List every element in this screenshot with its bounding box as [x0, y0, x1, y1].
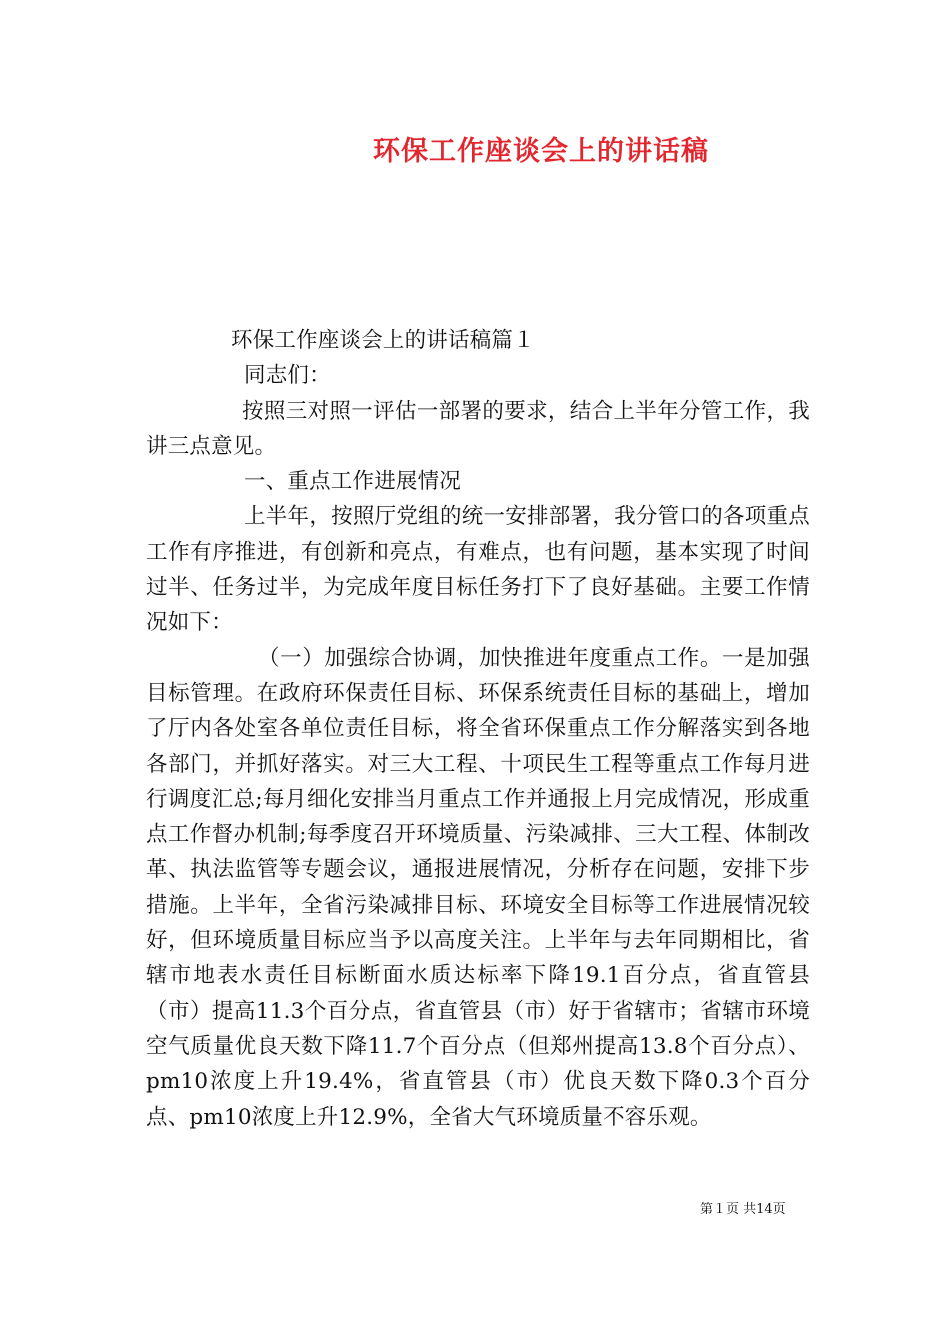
paragraph-intro: 按照三对照一评估一部署的要求，结合上半年分管工作，我讲三点意见。: [146, 398, 810, 459]
section-heading: 一、重点工作进展情况: [244, 469, 462, 495]
document-body: [146, 323, 810, 1135]
greeting: 同志们：: [244, 363, 331, 389]
document-title: 环保工作座谈会上的讲话稿: [373, 136, 709, 167]
paragraph-progress: 上半年，按照厅党组的统一安排部署，我分管口的各项重点工作有序推进，有创新和亮点，有难点，也有问题，基本实现了时间过半、任务过半，为完成年度目标任务打下了良好基础。主要工作情况如下：: [146, 504, 810, 636]
page-number: 第１页 共14页: [700, 1202, 786, 1217]
section-subtitle: 环保工作座谈会上的讲话稿篇１: [231, 328, 535, 353]
paragraph-coordination: （一）加强综合协调，加快推进年度重点工作。一是加强目标管理。在政府环保责任目标、环保系统责任目标的基础上，增加了厅内各处室各单位责任目标，将全省环保重点工作分解落实到各地各部门，并抓好落实。对三大工程、十项民生工程等重点工作每月进行调度汇总;每月细化安排当月重点工作并通报上月完成情况，形成重点工作督办机制;每季度召开环境质量、污染减排、三大工程、体制改革、执法监管等专题会议，通报进展情况，分析存在问题，安排下步措施。上半年，全省污染减排目标、环境安全目标等工作进展情况较好，但环境质量目标应当予以高度关注。上半年与去年同期相比，省辖市地表水责任目标断面水质达标率下降19.1百分点，省直管县（市）提高11.3个百分点，省直管县（市）好于省辖市；省辖市环境空气质量优良天数下降11.7个百分点（但郑州提高13.8个百分点）、pm10浓度上升19.4%，省直管县（市）优良天数下降0.3个百分点、pm10浓度上升12.9%，全省大气环境质量不容乐观。: [146, 645, 810, 1130]
